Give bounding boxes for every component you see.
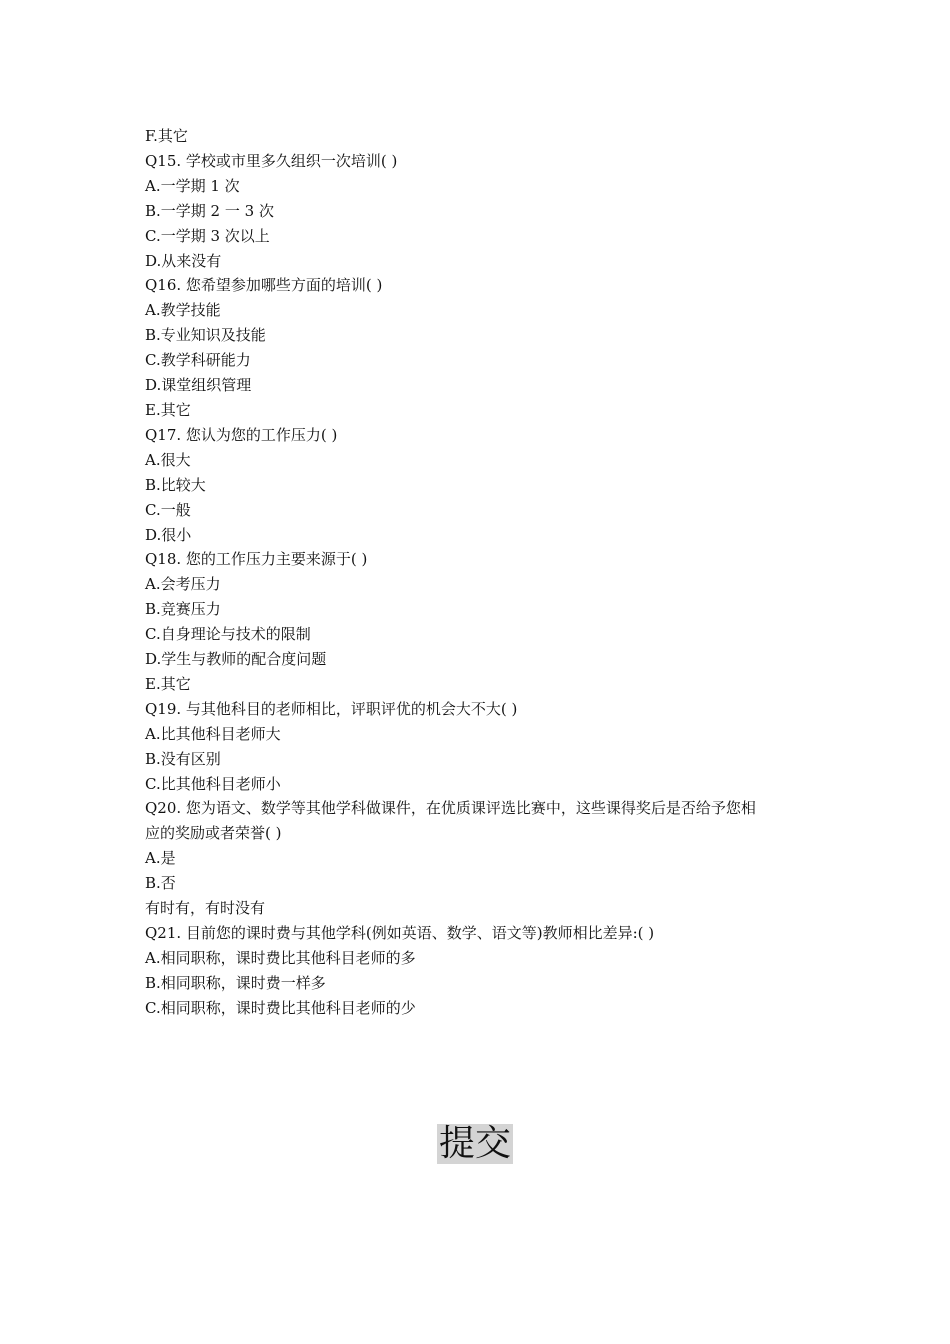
question-q20-continued: 应的奖励或者荣誉( ) bbox=[145, 824, 282, 843]
option-line: F.其它 bbox=[145, 127, 188, 145]
submit-area bbox=[0, 1124, 950, 1164]
option-line: A.是 bbox=[145, 849, 176, 868]
question-q16: Q16. 您希望参加哪些方面的培训( ) bbox=[145, 276, 383, 295]
option-line: E.其它 bbox=[145, 400, 191, 419]
option-line: B.否 bbox=[145, 874, 176, 893]
option-line: B.一学期 2 一 3 次 bbox=[145, 201, 274, 220]
option-line: B.比较大 bbox=[145, 475, 206, 494]
option-line: D.学生与教师的配合度问题 bbox=[145, 650, 327, 669]
option-line: B.竞赛压力 bbox=[145, 600, 221, 619]
option-line: C.教学科研能力 bbox=[145, 351, 251, 370]
option-line: 有时有，有时没有 bbox=[145, 899, 266, 918]
option-line: D.从来没有 bbox=[145, 251, 222, 270]
option-line: A.会考压力 bbox=[145, 575, 221, 594]
option-line: A.相同职称，课时费比其他科目老师的多 bbox=[145, 948, 416, 967]
submit-button[interactable]: 提交 bbox=[438, 1123, 511, 1164]
question-q19: Q19. 与其他科目的老师相比，评职评优的机会大不大( ) bbox=[145, 699, 518, 718]
question-q17: Q17. 您认为您的工作压力( ) bbox=[145, 425, 338, 444]
option-line: E.其它 bbox=[145, 674, 191, 693]
option-line: C.一学期 3 次以上 bbox=[145, 226, 270, 245]
question-q15: Q15. 学校或市里多久组织一次培训( ) bbox=[145, 151, 398, 170]
option-line: B.专业知识及技能 bbox=[145, 326, 266, 345]
option-line: B.相同职称，课时费一样多 bbox=[145, 973, 326, 992]
option-line: A.教学技能 bbox=[145, 301, 221, 320]
option-line: A.比其他科目老师大 bbox=[145, 724, 281, 743]
question-q18: Q18. 您的工作压力主要来源于( ) bbox=[145, 550, 368, 569]
option-line: C.一般 bbox=[145, 500, 191, 519]
option-line: A.很大 bbox=[145, 450, 191, 469]
option-line: A.一学期 1 次 bbox=[145, 176, 240, 195]
option-line: B.没有区别 bbox=[145, 749, 221, 768]
option-line: D.很小 bbox=[145, 525, 192, 544]
survey-content bbox=[145, 124, 815, 1021]
question-q20: Q20. 您为语文、数学等其他学科做课件，在优质课评选比赛中，这些课得奖后是否给予您相 bbox=[145, 799, 756, 818]
option-line: D.课堂组织管理 bbox=[145, 376, 252, 395]
question-q21: Q21. 目前您的课时费与其他学科(例如英语、数学、语文等)教师相比差异:( ) bbox=[145, 924, 655, 942]
option-line: C.比其他科目老师小 bbox=[145, 774, 281, 793]
option-line: C.相同职称，课时费比其他科目老师的少 bbox=[145, 998, 416, 1017]
option-line: C.自身理论与技术的限制 bbox=[145, 625, 311, 644]
